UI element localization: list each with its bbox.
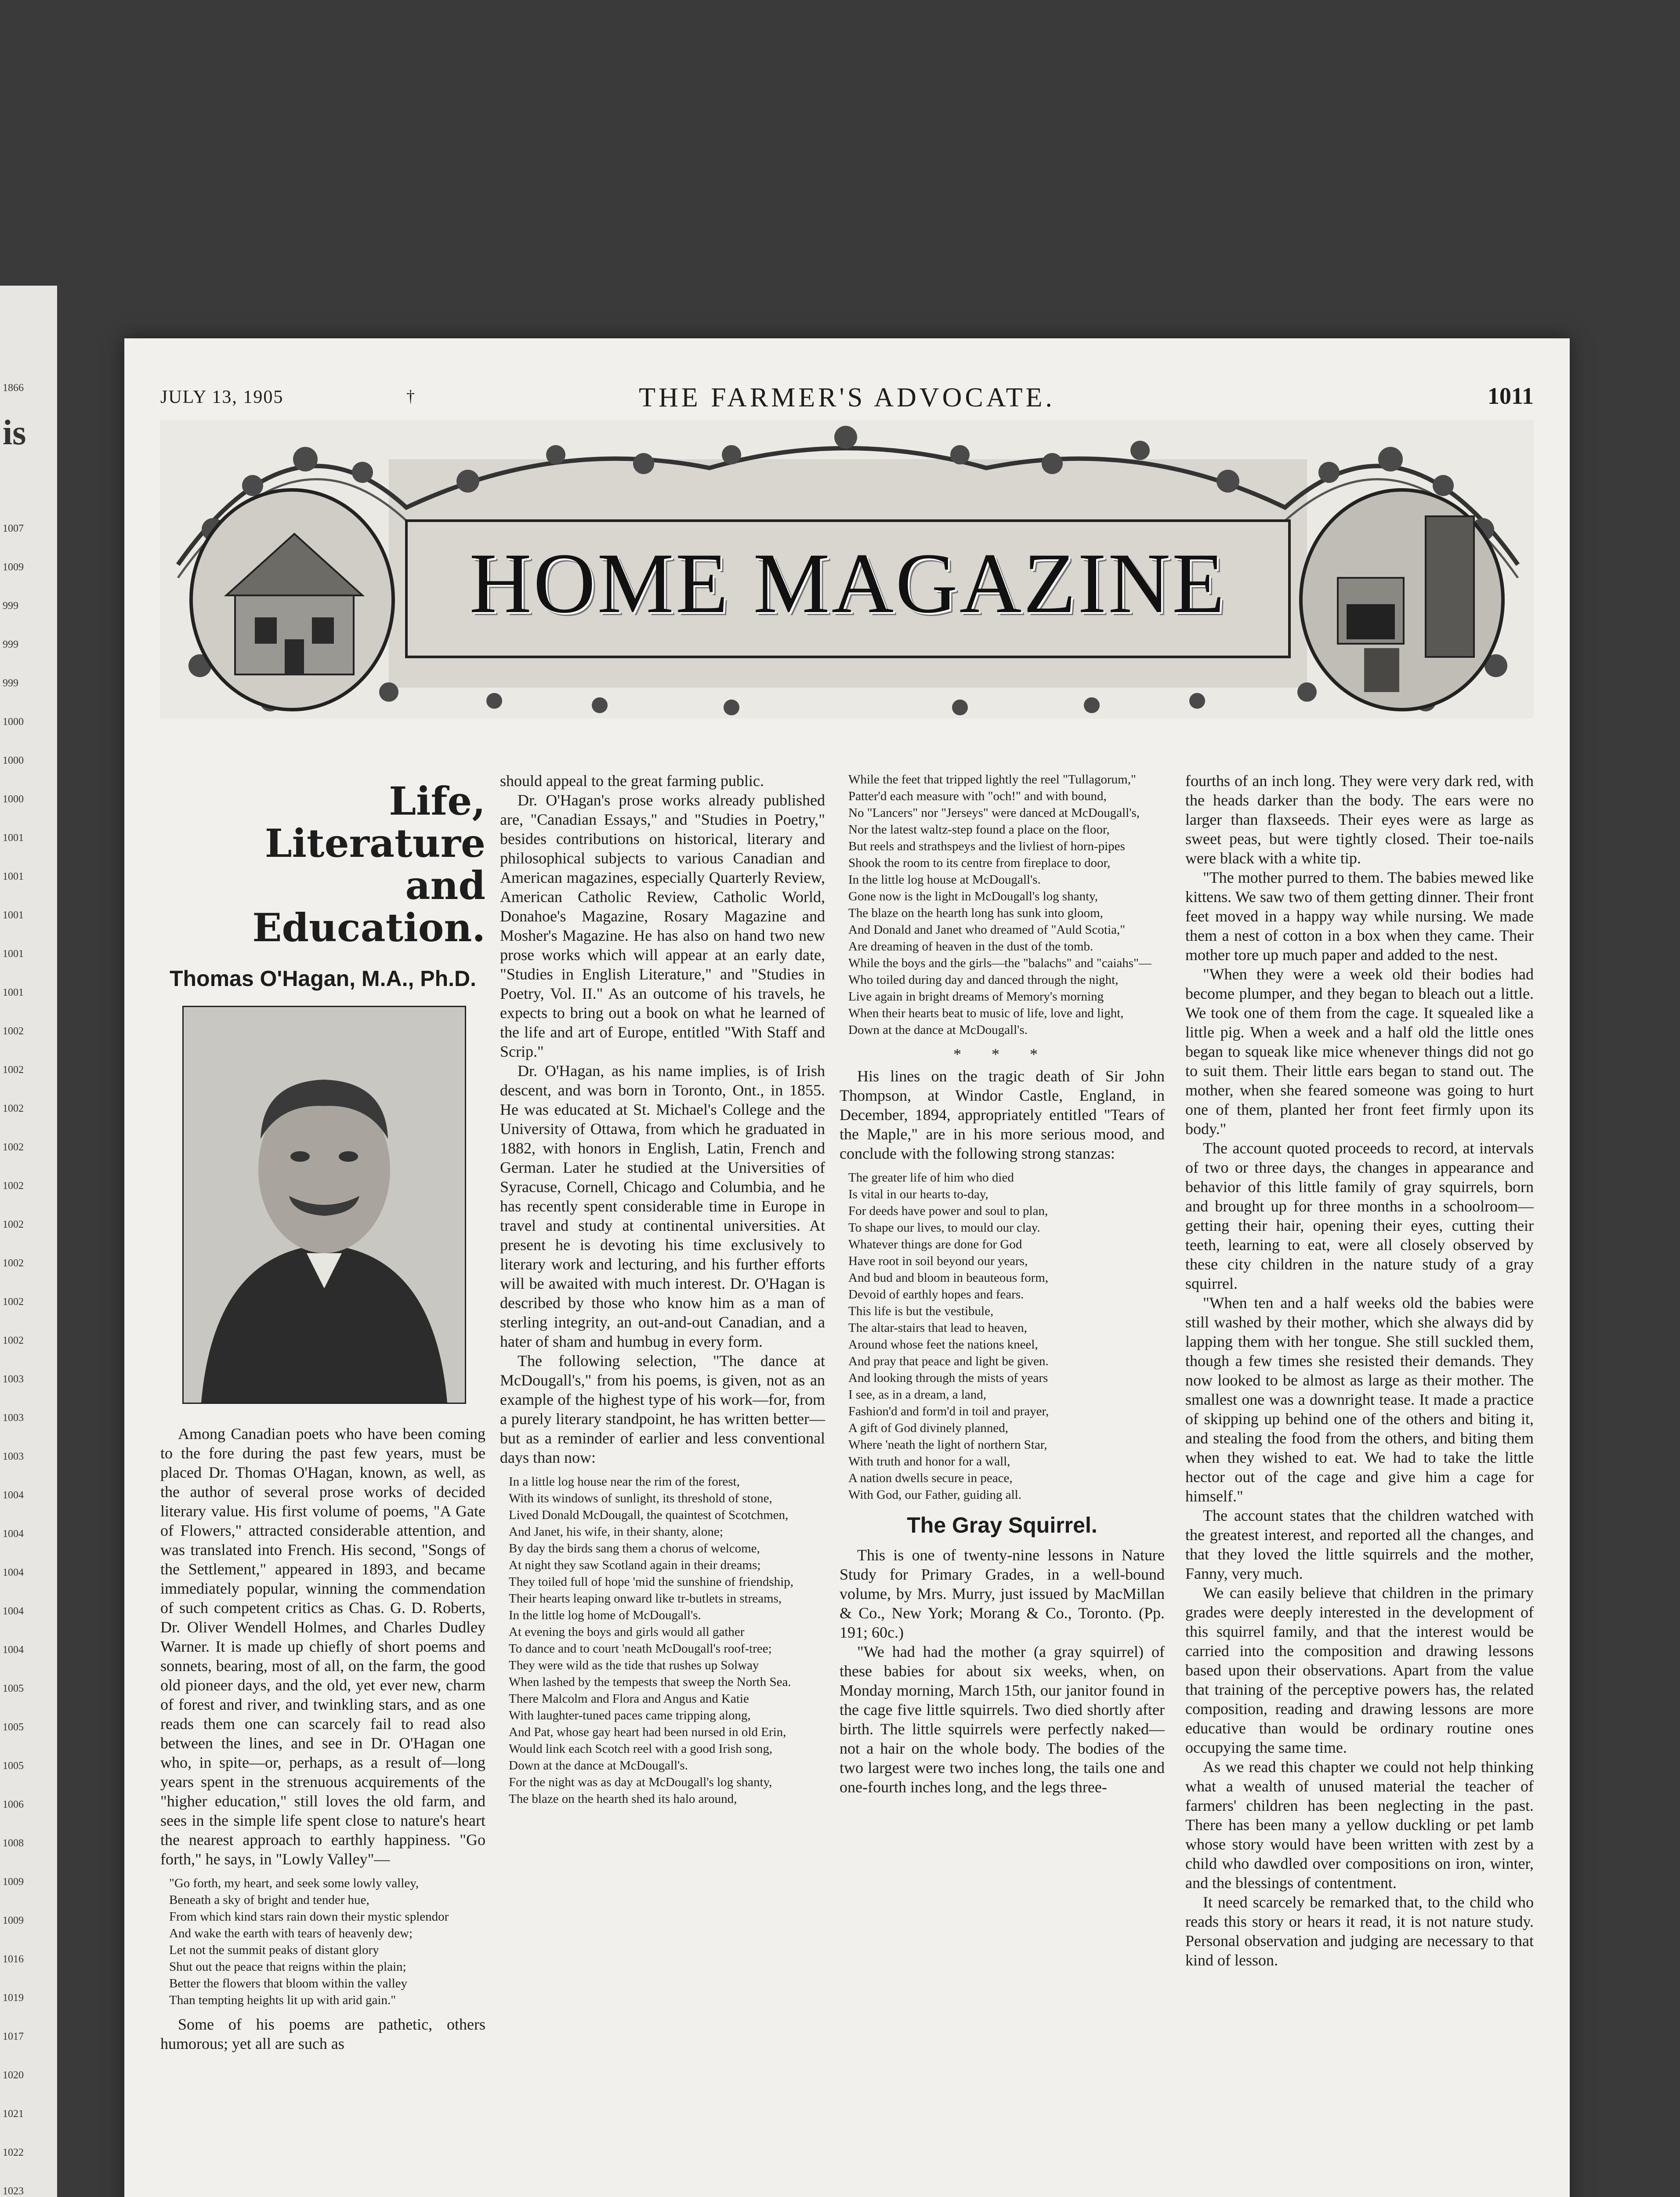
author-portrait (182, 1006, 466, 1404)
margin-page-ref: 1002 (3, 1142, 24, 1153)
magazine-page (124, 338, 1570, 2197)
poem-line: No "Lancers" nor "Jerseys" were danced at McDougall's, (848, 806, 1140, 820)
section-separator: * * * (953, 1045, 1051, 1063)
margin-page-ref: 1006 (3, 1799, 24, 1810)
poem-line: While the boys and the girls—the "balachs" and "caiahs"— (848, 956, 1151, 970)
poem-line: And looking through the mists of years (848, 1371, 1048, 1385)
poem-line: With truth and honor for a wall, (848, 1454, 1010, 1468)
margin-page-ref: 1001 (3, 948, 24, 960)
page-number: 1011 (1487, 383, 1534, 409)
poem-line: Who toiled during day and danced through the night, (848, 973, 1119, 987)
poem-line: There Malcolm and Flora and Angus and Katie (509, 1692, 749, 1706)
gray-squirrel-heading: The Gray Squirrel. (907, 1513, 1097, 1537)
poem-line: And Pat, whose gay heart had been nursed in old Erin, (509, 1725, 786, 1739)
running-header (160, 378, 1534, 413)
poem-line: Shook the room to its centre from fireplace to door, (848, 856, 1111, 870)
margin-page-ref: 1000 (3, 794, 24, 805)
poem-line: The greater life of him who died (848, 1171, 1014, 1185)
poem-line: For the night was as day at McDougall's log shanty, (509, 1775, 772, 1789)
margin-page-ref: 1002 (3, 1219, 24, 1230)
left-page-year: 1866 (3, 382, 24, 394)
margin-page-ref: 1009 (3, 1876, 24, 1888)
margin-page-ref: 1003 (3, 1374, 24, 1385)
margin-page-ref: 1000 (3, 755, 24, 766)
margin-page-ref: 1002 (3, 1335, 24, 1346)
poem-line: With God, our Father, guiding all. (848, 1488, 1021, 1502)
paragraph: As we read this chapter we could not help thinking what a wealth of unused material the teacher of farmers' children has been neglecting in the past. There has been many a yellow duckling or pet lamb whose story would have been written with zest by a child who dawdled over compositions on iron, winter, and the blessings of contentment. (1185, 1758, 1534, 1892)
margin-page-ref: 1004 (3, 1490, 24, 1501)
margin-page-ref: 1005 (3, 1683, 24, 1694)
paragraph: This is one of twenty-nine lessons in Nature Study for Primary Grades, in a well-bound volume, by Mrs. Murry, just issued by MacMillan & Co., New York; Morang & Co., Toronto. (Pp. 191; 60c.) (840, 1546, 1165, 1641)
margin-page-ref: 1001 (3, 871, 24, 882)
margin-page-ref: 1008 (3, 1838, 24, 1849)
poem-line: Patter'd each measure with "och!" and with bound, (848, 789, 1107, 803)
poem-line: With laughter-tuned paces came tripping along, (509, 1708, 751, 1722)
poem-line: Are dreaming of heaven in the dust of the tomb. (848, 939, 1093, 953)
left-page-heading-fragment: is (3, 413, 26, 452)
margin-page-ref: 1017 (3, 2031, 24, 2042)
left-page-fragment (0, 286, 57, 2197)
paragraph: fourths of an inch long. They were very dark red, with the heads darker than the body. The ears were no larger than flaxseeds. Their eyes were as large as sweet peas, but were tightly closed. Their toe-nails were black with a white tip. (1185, 772, 1534, 867)
paragraph: The account quoted proceeds to record, at intervals of two or three days, the changes in appearance and behavior of this little family of gray squirrels, born and brought up for three months in a schoolroom—getting their hair, opening their eyes, cutting their teeth, learning to eat, were all closely observed by these city children in the nature study of a gray squirrel. (1185, 1139, 1534, 1292)
margin-page-ref: 999 (3, 678, 18, 689)
margin-page-ref: 1021 (3, 2108, 24, 2120)
issue-date: JULY 13, 1905 (160, 387, 284, 407)
poem-line: But reels and strathspeys and the livliest of horn-pipes (848, 839, 1125, 853)
poem-line: For deeds have power and soul to plan, (848, 1204, 1048, 1218)
dagger-mark: † (406, 387, 415, 406)
margin-page-ref: 1001 (3, 987, 24, 998)
poem-line: Down at the dance at McDougall's. (848, 1023, 1028, 1037)
margin-page-ref: 1001 (3, 910, 24, 921)
paragraph: The account states that the children watched with the greatest interest, and reported all the changes, and that they loved the little squirrels and the mother, Fanny, very much. (1185, 1507, 1534, 1582)
poem-line: Have root in soil beyond our years, (848, 1254, 1028, 1268)
margin-page-ref: 1004 (3, 1606, 24, 1617)
portrait-illustration (184, 1007, 465, 1403)
poem-line: The blaze on the hearth long has sunk into gloom, (848, 906, 1103, 920)
poem-line: From which kind stars rain down their mystic splendor (169, 1910, 449, 1924)
poem-line: While the feet that tripped lightly the reel "Tullagorum," (848, 772, 1136, 787)
poem-dance-continued (840, 771, 1165, 1038)
poem-line: I see, as in a dream, a land, (848, 1388, 987, 1402)
margin-page-ref: 999 (3, 600, 18, 612)
banner-title: HOME MAGAZINE (469, 536, 1227, 631)
paragraph: should appeal to the great farming public. (500, 772, 764, 790)
margin-page-ref: 1002 (3, 1103, 24, 1114)
margin-page-ref: 1009 (3, 1915, 24, 1926)
poem-line: The blaze on the hearth shed its halo around, (509, 1792, 737, 1806)
margin-page-ref: 1002 (3, 1180, 24, 1192)
margin-page-ref: 1020 (3, 2070, 24, 2081)
margin-page-ref: 1009 (3, 562, 24, 573)
article-column-2 (500, 771, 825, 1813)
poem-line: And pray that peace and light be given. (848, 1354, 1049, 1368)
poem-line: To shape our lives, to mould our clay. (848, 1221, 1040, 1235)
poem-line: This life is but the vestibule, (848, 1304, 994, 1318)
poem-line: At evening the boys and girls would all gather (509, 1625, 745, 1639)
margin-page-ref: 1000 (3, 716, 24, 728)
paragraph: "We had had the mother (a gray squirrel) of these babies for about six weeks, when, on Monday morning, March 15th, our janitor found in the cage five little squirrels. Two died shortly after birth. The little squirrels were perfectly naked—not a hair on the whole body. The bodies of the two largest were two inches long, the tails one and one-fourth inches long, and the legs three- (840, 1643, 1165, 1796)
poem-line: A gift of God divinely planned, (848, 1421, 1009, 1435)
poem-line: Would link each Scotch reel with a good Irish song, (509, 1742, 773, 1756)
margin-page-ref: 1002 (3, 1296, 24, 1308)
paragraph: The following selection, "The dance at McDougall's," from his poems, is given, not as an example of the highest type of his work—for, from a purely literary standpoint, he has written better—but as a reminder of earlier and less conventional days than now: (500, 1352, 825, 1466)
margin-page-ref: 1004 (3, 1528, 24, 1540)
margin-page-ref: 1022 (3, 2147, 24, 2158)
margin-page-ref: 1004 (3, 1644, 24, 1656)
poem-line: Their hearts leaping onward like tr-butlets in streams, (509, 1592, 782, 1606)
poem-line: In a little log house near the rim of the forest, (509, 1475, 740, 1489)
poem-line: And wake the earth with tears of heavenly dew; (169, 1926, 413, 1940)
paragraph: "The mother purred to them. The babies mewed like kittens. We saw two of them getting dinner. Their front feet moved in a happy way while nursing. We made them a nest of cotton in a box when they came. Their mother tore up much paper and added to the nest. (1185, 869, 1534, 964)
margin-page-ref: 1004 (3, 1567, 24, 1578)
poem-line: Shut out the peace that reigns within the plain; (169, 1960, 406, 1974)
margin-page-ref: 999 (3, 639, 18, 650)
article-column-1 (160, 771, 485, 2053)
paragraph: We can easily believe that children in the primary grades were deeply interested in the development of this squirrel family, and that the interest would be carried into the composition and drawing lessons based upon their observations. Apart from the value that training of the perceptive powers has, the related composition, reading and drawing lessons are more educative than would be ordinary routine ones occupying the same time. (1185, 1584, 1534, 1756)
poem-line: Better the flowers that bloom within the valley (169, 1976, 408, 1990)
paragraph: It need scarcely be remarked that, to the child who reads this story or hears it read, it is not nature study. Personal observation and judging are necessary to that kind of lesson. (1185, 1893, 1534, 1969)
poem-line: At night they saw Scotland again in their dreams; (509, 1558, 761, 1572)
margin-page-ref: 1002 (3, 1064, 24, 1076)
margin-page-ref: 1002 (3, 1026, 24, 1037)
margin-page-ref: 1016 (3, 1954, 24, 1965)
poem-lowly-valley (160, 1875, 485, 2008)
poem-line: When lashed by the tempests that sweep the North Sea. (509, 1675, 791, 1689)
poem-line: The altar-stairs that lead to heaven, (848, 1321, 1027, 1335)
poem-line: And bud and bloom in beauteous form, (848, 1271, 1049, 1285)
poem-line: Live again in bright dreams of Memory's morning (848, 990, 1104, 1004)
paragraph: His lines on the tragic death of Sir John Thompson, at Windor Castle, England, in December, 1894, appropriately entitled "Tears of the Maple," are in his more serious mood, and conclude with the following strong stanzas: (840, 1067, 1165, 1162)
margin-page-ref: 1001 (3, 832, 24, 844)
poem-line: Whatever things are done for God (848, 1237, 1022, 1251)
poem-line: "Go forth, my heart, and seek some lowly valley, (169, 1876, 419, 1890)
margin-page-ref: 1005 (3, 1722, 24, 1733)
poem-line: In the little log house at McDougall's. (848, 873, 1041, 887)
poem-line: Around whose feet the nations kneel, (848, 1338, 1038, 1352)
poem-line: And Donald and Janet who dreamed of "Auld Scotia," (848, 923, 1126, 937)
home-magazine-banner (160, 420, 1534, 718)
margin-page-ref: 1002 (3, 1258, 24, 1269)
poem-line: In the little log home of McDougall's. (509, 1608, 701, 1622)
poem-line: A nation dwells secure in peace, (848, 1471, 1013, 1485)
margin-page-ref: 1005 (3, 1760, 24, 1772)
publication-title: THE FARMER'S ADVOCATE. (639, 383, 1055, 413)
poem-line: By day the birds sang them a chorus of welcome, (509, 1541, 760, 1555)
margin-page-ref: 1019 (3, 1992, 24, 2004)
poem-line: Nor the latest waltz-step found a place on the floor, (848, 823, 1110, 837)
poem-tears-of-the-maple (840, 1169, 1165, 1503)
poem-line: Down at the dance at McDougall's. (509, 1758, 688, 1773)
poem-line: They toiled full of hope 'mid the sunshine of friendship, (509, 1575, 793, 1589)
paragraph: "When they were a week old their bodies had become plumper, and they began to bleach out a little. We took one of them from the cage. It squealed like a little pig. When a week and a half old the little ones began to squeak like mice whenever things did not go to suit them. Their little ears began to stand out. The mother, when she feared someone was going to hurt one of them, planted her front feet firmly upon its body." (1185, 965, 1534, 1138)
margin-page-ref: 1007 (3, 523, 24, 534)
poem-line: With its windows of sunlight, its threshold of stone, (509, 1491, 772, 1505)
paragraph: "When ten and a half weeks old the babies were still washed by their mother, which she always did by lapping them with her tongue. She still suckled them, though a few times she resisted their demands. They now looked to be almost as large as their mother. The smallest one was a downright tease. It made a practice of skipping up behind one of the others and biting it, and stealing the food from the others, and biting them when they wished to eat. We had to take the little hector out of the cage and give him a cage for himself." (1185, 1294, 1534, 1505)
poem-line: Is vital in our hearts to-day, (848, 1187, 988, 1201)
paragraph: Among Canadian poets who have been coming to the fore during the past few years, must be placed Dr. Thomas O'Hagan, known, as well, as the author of several prose works of decided literary value. His first volume of poems, "A Gate of Flowers," attracted considerable attention, and was translated into French. His second, "Songs of the Settlement," appeared in 1893, and became immediately popular, winning the commendation of such competent critics as Chas. G. D. Roberts, Dr. Oliver Wendell Holmes, and Charles Dudley Warner. It is made up chiefly of short poems and sonnets, bearing, most of all, on the farm, the good old pioneer days, and the old, yet ever new, charm of forest and river, and twinkling stars, and as one reads them one can scarcely fail to read also between the lines, and see in Dr. O'Hagan one who, in spite—or, perhaps, as a result of—long years spent in the strenuous acquirements of the "higher education," still loves the old farm, and sees in the simple life spent close to nature's heart the nearest approach to earthly happiness. "Go forth," he says, in "Lowly Valley"— (160, 1425, 485, 1868)
section-heading-line-2: and Education. (252, 863, 485, 950)
section-heading (160, 780, 485, 949)
poem-line: And Janet, his wife, in their shanty, alone; (509, 1525, 723, 1539)
paragraph: Dr. O'Hagan's prose works already published are, "Canadian Essays," and "Studies in Poetry," besides contributions on historical, literary and philosophical subjects to various Canadian and American magazines, especially Quarterly Review, American Catholic Review, Catholic World, Donahoe's Magazine, Rosary Magazine and Mosher's Magazine. He has also on hand two new prose works which will appear at an early date, "Studies in English Literature," and "Studies in Poetry, Vol. II." As an outcome of his travels, he expects to bring out a book on what he learned of the life and art of Europe, entitled "With Staff and Scrip." (500, 791, 825, 1060)
poem-line: Gone now is the light in McDougall's log shanty, (848, 889, 1098, 903)
poem-line: Lived Donald McDougall, the quaintest of Scotchmen, (509, 1508, 789, 1522)
poem-line: Than tempting heights lit up with arid gain." (169, 1993, 396, 2007)
author-byline: Thomas O'Hagan, M.A., Ph.D. (169, 966, 477, 991)
paragraph: Some of his poems are pathetic, others humorous; yet all are such as (160, 2016, 485, 2052)
article-column-3 (840, 771, 1165, 1797)
article-column-4 (1185, 771, 1534, 1970)
poem-line: Fashion'd and form'd in toil and prayer, (848, 1404, 1049, 1418)
poem-line: They were wild as the tide that rushes up Solway (509, 1658, 759, 1672)
paragraph: Dr. O'Hagan, as his name implies, is of Irish descent, and was born in Toronto, Ont., in 1855. He was educated at St. Michael's College and the University of Ottawa, from which he graduated in 1882, with honors in English, Latin, French and German. Later he studied at the Universities of Syracuse, Cornell, Chicago and Columbia, and he has recently spent considerable time in Europe in travel and study at continental universities. At present he is devoting his time exclusively to literary work and lecturing, and his further efforts will be awaited with much interest. Dr. O'Hagan is described by those who know him as a man of sterling integrity, an out-and-out Canadian, and a hater of sham and humbug in every form. (500, 1062, 825, 1350)
poem-line: Let not the summit peaks of distant glory (169, 1943, 379, 1957)
poem-dance-at-mcdougalls (500, 1473, 825, 1807)
margin-page-ref: 1023 (3, 2186, 24, 2197)
poem-line: To dance and to court 'neath McDougall's roof-tree; (509, 1642, 772, 1656)
section-heading-line-1: Life, Literature (264, 778, 485, 866)
poem-line: Where 'neath the light of northern Star, (848, 1438, 1047, 1452)
poem-line: Devoid of earthly hopes and fears. (848, 1287, 1024, 1302)
poem-line: Beneath a sky of bright and tender hue, (169, 1893, 369, 1907)
margin-page-ref: 1003 (3, 1451, 24, 1462)
poem-line: When their hearts beat to music of life, love and light, (848, 1006, 1124, 1020)
margin-page-ref: 1003 (3, 1412, 24, 1424)
